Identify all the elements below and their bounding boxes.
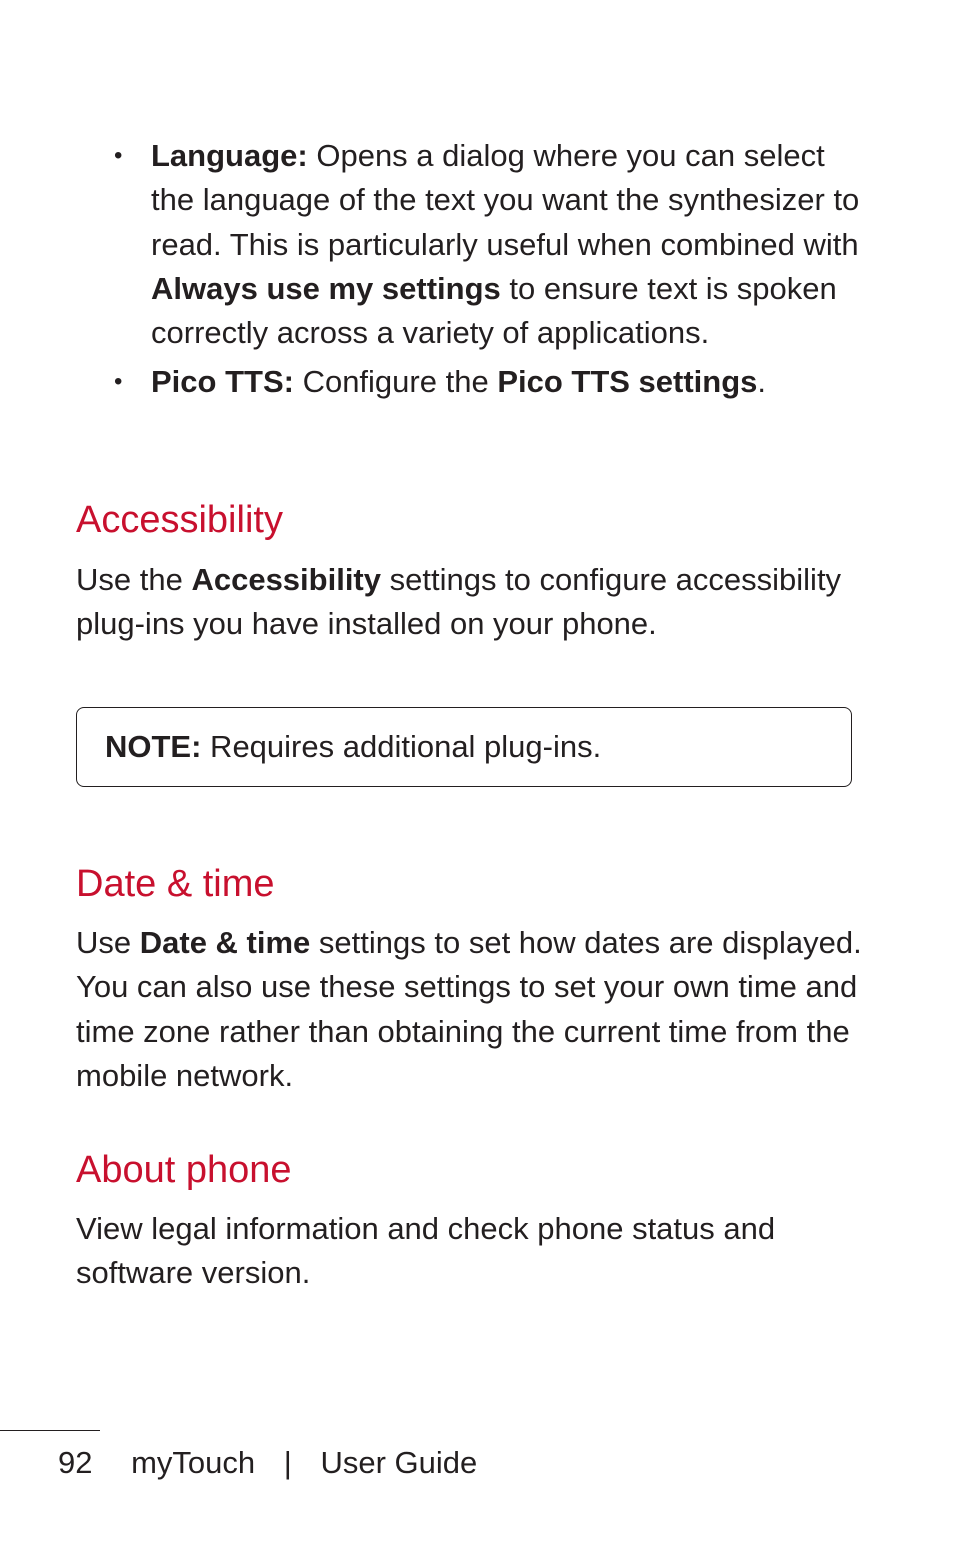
bullet-icon: • [114,368,123,396]
note-label: NOTE: [105,729,202,764]
page-number: 92 [58,1445,93,1480]
language-description-start: Opens a dialog where you can select the language of the text you want the synthesizer to read. This is particularly useful when combined with [151,138,860,262]
about-phone-paragraph: View legal information and check phone status and software version. [76,1211,776,1291]
date-time-paragraph [76,921,866,1098]
tts-settings-list [112,134,872,410]
date-time-heading: Date & time [76,863,275,905]
pico-description-start: Configure the [293,364,498,400]
page-footer [58,1442,477,1484]
date-time-term: Date & time [139,925,311,960]
accessibility-paragraph [76,558,866,647]
term-language: Language: [151,138,308,173]
note-text: Requires additional plug-ins. [201,729,602,764]
date-time-text-end: settings to set how dates are displayed. You can also use these settings to set your own time and time zone rather than obtaining the current time from the mobile network. [76,925,862,1093]
bullet-icon: • [114,142,123,169]
footer-product: myTouch [131,1445,256,1480]
language-description-end: to ensure text is spoken correctly across a variety of applications. [151,270,837,351]
term-pico-tts: Pico TTS: [151,364,294,400]
pico-description-end: . [757,364,767,400]
footer-rule [0,1430,100,1431]
list-item-pico-tts [112,360,872,404]
footer-guide: User Guide [320,1445,478,1480]
accessibility-text-start: Use the [76,562,192,597]
accessibility-text-end: settings to configure accessibility plug-ins you have installed on your phone. [76,562,842,642]
about-phone-heading: About phone [76,1149,292,1191]
list-item-language [112,134,872,355]
footer-separator: | [283,1445,292,1480]
date-time-text-start: Use [76,925,140,960]
pico-tts-settings-term: Pico TTS settings [497,364,758,400]
accessibility-heading: Accessibility [76,499,283,541]
accessibility-term: Accessibility [191,562,381,597]
note-content [105,726,601,768]
note-box [76,707,852,787]
always-use-my-settings-term: Always use my settings [151,270,501,306]
